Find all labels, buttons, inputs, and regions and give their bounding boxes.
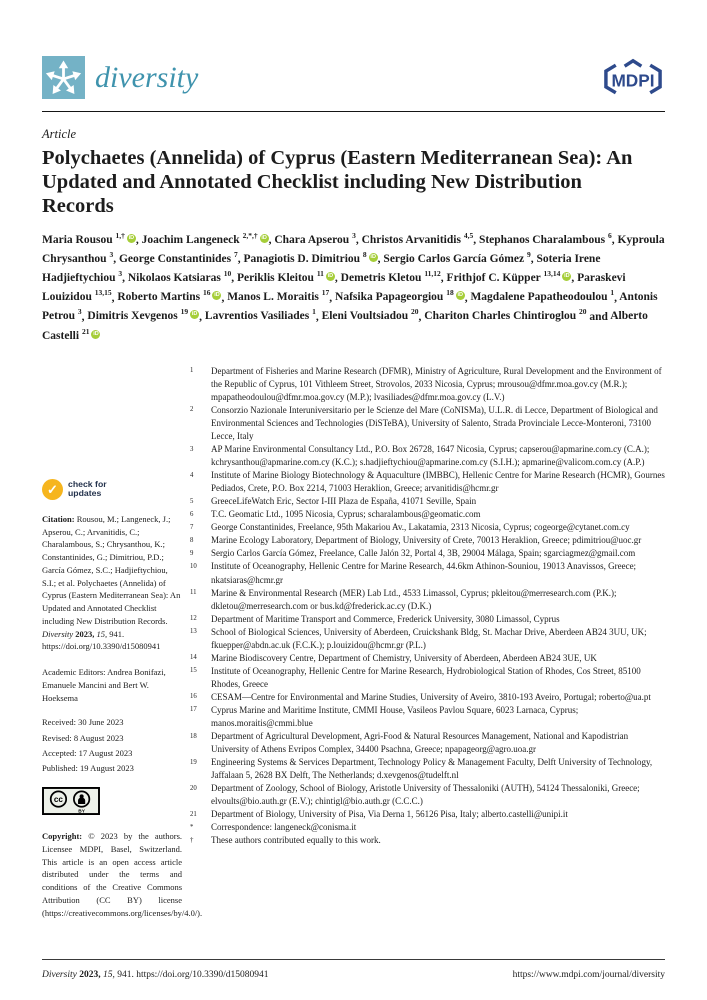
affiliation-text: Department of Zoology, School of Biology, Aristotle University of Thessaloniki (AUTH), 54124 Thessaloniki, Greece; elvoults@bio.auth.gr (E.V.); chintigl@bio.auth.gr (C.C.C.)	[211, 783, 640, 807]
author-name: Soteria Irene Hadjieftychiou $^3$	[42, 253, 601, 285]
affiliation-item	[188, 808, 665, 821]
article-type-label: Article	[42, 127, 77, 141]
check-for-updates-badge[interactable]	[42, 479, 107, 500]
affiliation-item	[188, 782, 665, 808]
orcid-icon[interactable]: iD	[370, 254, 376, 261]
affiliation-text: Department of Agricultural Development, Agri-Food & Natural Resources Management, National and Kapodistrian University of Athens Evripos Complex, 34400 Psachna, Greece; npapageorg@agro.uoa.gr	[211, 731, 629, 755]
affiliation-text: Correspondence: langeneck@conisma.it	[211, 822, 357, 833]
author-name: Kyproula Chrysanthou $^3$	[42, 234, 665, 266]
citation-doi-link[interactable]: https://doi.org/10.3390/d15080941	[42, 641, 161, 652]
footer-citation: Diversity 2023, 15, 941. https://doi.org/10.3390/d15080941	[42, 970, 269, 980]
author-affiliation-superscript: 11,12	[424, 269, 441, 279]
affiliation-marker: 21	[190, 810, 197, 818]
affiliation-text: Institute of Oceanography, Hellenic Centre for Marine Research, Hydrobiological Station of Rhodes, Cos Street, 85100 Rhodes, Greece	[211, 665, 641, 689]
author-name: Alberto Castelli $^{21}$ iD	[42, 310, 648, 342]
author-name: Paraskevi Louizidou $^{13,15}$	[42, 272, 626, 304]
cc-by-license-badge[interactable]	[42, 787, 100, 819]
affiliation-text: Department of Maritime Transport and Commerce, Frederick University, 3080 Limassol, Cyprus	[211, 613, 560, 624]
author-affiliation-superscript: 4,5	[463, 231, 474, 241]
author-name: Panagiotis D. Dimitriou $^8$ iD	[243, 250, 376, 266]
affiliation-item	[188, 821, 665, 834]
academic-editors-names: Andrea Bonifazi, Emanuele Mancini and Bert W. Hoeksema	[42, 667, 166, 703]
orcid-icon[interactable]: iD	[191, 311, 198, 318]
author-affiliation-superscript: 20	[579, 307, 587, 317]
affiliation-item	[188, 730, 665, 756]
affiliation-marker: 13	[190, 628, 197, 636]
footer-divider	[42, 959, 665, 960]
affiliation-text: Consorzio Nazionale Interuniversitario per le Scienze del Mare (CoNISMa), U.L.R. di Lecce, Department of Biological and Environmental Sciences and Technologies (DiSTeBA), University of Salento, Strada Provinciale Lecce-Monteroni, 73100 Lecce, Italy	[211, 404, 658, 441]
citation-pages: 941.	[109, 628, 125, 639]
affiliation-item	[188, 756, 665, 782]
author-affiliation-superscript: 6	[608, 231, 612, 241]
author-name: Magdalene Papatheodoulou $^1$	[470, 288, 615, 304]
author-name: Nikolaos Katsiaras $^{10}$	[127, 269, 232, 285]
affiliation-list	[188, 365, 665, 928]
author-affiliation-superscript: 20	[411, 307, 419, 317]
author-name: Joachim Langeneck $^{2,*,\dagger}$ iD	[141, 231, 267, 247]
by-text: BY	[78, 809, 85, 815]
author-affiliation-superscript: 10	[223, 269, 232, 279]
author-name: Eleni Voultsiadou $^{20}$	[321, 307, 419, 323]
affiliation-marker: 16	[190, 693, 197, 701]
author-affiliation-superscript: 17	[321, 288, 330, 298]
orcid-icon[interactable]: iD	[214, 292, 220, 299]
affiliation-marker: †	[190, 836, 194, 844]
academic-editors-block	[42, 666, 182, 704]
affiliation-marker: 11	[190, 589, 197, 597]
affiliation-text: AP Marine Environmental Consultancy Ltd., P.O. Box 26728, 1647 Nicosia, Cyprus; capserou@apmarine.com.cy (C.A.); kchrysanthou@apmarine.com.cy (K.C.); s.hadjieftychiou@apmarine.com.cy (S.I.H.); apmarine@valicom.com.cy (A.P.)	[211, 444, 650, 468]
author-name: Roberto Martins $^{16}$ iD	[117, 288, 220, 304]
diversity-logo-icon	[42, 56, 85, 99]
affiliation-text: Cyprus Marine and Maritime Institute, CMMI House, Vasileos Pavlou Square, 6023 Larnaca, Cyprus; manos.moraitis@cmmi.blue	[211, 704, 579, 729]
author-affiliation-superscript: 21	[81, 326, 90, 336]
affiliation-text: Marine Biodiscovery Centre, Department of Chemistry, University of Aberdeen, Aberdeen AB24 3UE, UK	[211, 652, 597, 663]
affiliation-item	[188, 587, 665, 613]
author-affiliation-superscript: 7	[233, 250, 238, 260]
check-for-updates-label: check for updates	[68, 478, 107, 499]
orcid-icon[interactable]: iD	[128, 235, 135, 242]
author-affiliation-superscript: 1,†	[115, 231, 125, 241]
author-name: Stephanos Charalambous $^6$	[478, 231, 612, 247]
affiliation-item	[188, 521, 665, 534]
affiliation-item	[188, 365, 665, 404]
author-name: Sergio Carlos García Gómez $^9$	[383, 250, 531, 266]
published-date: Published: 19 August 2023	[42, 763, 134, 774]
affiliation-text: Institute of Oceanography, Hellenic Centre for Marine Research, 44.6km Athinon-Souniou, 19013 Anavissos, Greece; nkatsiaras@hcmr.gr	[211, 561, 637, 585]
history-dates	[42, 716, 182, 775]
copyright-block	[42, 830, 203, 919]
orcid-icon[interactable]: iD	[564, 273, 570, 280]
affiliation-text: Marine & Environmental Research (MER) Lab Ltd., 4533 Limassol, Cyprus; pkleitou@merresearch.com (P.K.); dkletou@merresearch.com or bus.kd@frederick.ac.cy (D.K.)	[211, 587, 617, 611]
affiliation-marker: 2	[190, 406, 194, 414]
citation-label: Citation:	[42, 513, 75, 524]
orcid-icon[interactable]: iD	[327, 273, 334, 280]
affiliation-item	[188, 469, 665, 495]
author-affiliation-superscript: 9	[526, 250, 531, 260]
affiliation-marker: 20	[190, 784, 197, 792]
content-columns	[42, 365, 665, 928]
affiliation-marker: 18	[190, 732, 197, 740]
affiliation-marker: 15	[190, 667, 197, 675]
author-affiliation-superscript: 3	[109, 250, 114, 260]
received-date: Received: 30 June 2023	[42, 717, 124, 728]
author-affiliation-superscript: 18	[446, 288, 454, 298]
affiliation-text: George Constantinides, Freelance, 95th Makariou Av., Lakatamia, 2313 Nicosia, Cyprus; cogeorge@cytanet.com.cy	[211, 522, 630, 533]
affiliation-item	[188, 560, 665, 586]
footer-journal-url[interactable]: https://www.mdpi.com/journal/diversity	[512, 970, 665, 980]
affiliation-marker: 1	[190, 367, 194, 375]
page-header	[42, 56, 665, 104]
citation-year: 2023,	[75, 628, 95, 639]
author-name: Antonis Petrou $^3$	[42, 291, 658, 323]
mdpi-logo[interactable]	[601, 58, 665, 104]
citation-text: Rousou, M.; Langeneck, J.; Apserou, C.; Arvanitidis, C.; Charalambous, S.; Chrysanthou, K.; Constantinides, G.; Dimitriou, P.D.; García Gómez, S.C.; Hadjieftychiou, S.I.; et al. Polychaetes (Annelida) of Cyprus (Eastern Mediterranean Sea): An Updated and Annotated Checklist including New Distribution Records.	[42, 513, 181, 626]
affiliation-item	[188, 665, 665, 691]
affiliation-text: Department of Fisheries and Marine Research (DFMR), Ministry of Agriculture, Rural Development and the Environment of the Republic of Cyprus, 101 Vithleem Street, Strovolos, 2033 Nicosia, Cyprus; mrousou@dfmr.moa.gov.cy (M.R.); mpapatheodoulou@dfmr.moa.gov.cy (M.P.); lvasiliades@dfmr.moa.gov.cy (L.V.)	[211, 365, 662, 402]
author-name: Periklis Kleitou $^{11}$ iD	[236, 269, 334, 285]
revised-date: Revised: 8 August 2023	[42, 732, 124, 743]
affiliation-marker: 6	[190, 510, 194, 518]
affiliation-item	[188, 613, 665, 626]
author-affiliation-superscript: 3	[77, 307, 82, 317]
author-affiliation-superscript: 8	[362, 250, 367, 260]
arrow-star-icon	[42, 56, 85, 99]
author-name: Manos L. Moraitis $^{17}$	[227, 288, 330, 304]
author-affiliation-superscript: 1	[610, 288, 615, 298]
affiliation-marker: 7	[190, 523, 194, 531]
author-name: George Constantinides $^7$	[118, 250, 238, 266]
affiliation-item	[188, 691, 665, 704]
affiliation-item	[188, 834, 665, 847]
author-name: Chariton Charles Chintiroglou $^{20}$	[424, 307, 587, 323]
citation-volume: 15,	[96, 628, 108, 639]
page-footer	[42, 959, 665, 980]
affiliation-item	[188, 626, 665, 652]
author-name: Maria Rousou $^{1,\dagger}$ iD	[42, 231, 135, 247]
affiliation-marker: 14	[190, 654, 197, 662]
affiliation-item	[188, 508, 665, 521]
affiliation-text: Marine Ecology Laboratory, Department of Biology, University of Crete, 70013 Heraklion, Greece; pdimitriou@uoc.gr	[211, 535, 642, 546]
affiliation-marker: *	[190, 823, 194, 831]
affiliation-text: T.C. Geomatic Ltd., 1095 Nicosia, Cyprus; scharalambous@geomatic.com	[211, 509, 481, 520]
author-affiliation-superscript: 11	[316, 269, 324, 279]
author-affiliation-superscript: 13,14	[543, 269, 561, 279]
citation-block	[42, 513, 182, 653]
affiliation-item	[188, 495, 665, 508]
affiliation-text: School of Biological Sciences, University of Aberdeen, Cruickshank Bldg, St. Machar Drive, Aberdeen AB24 3UU, UK; fkuepper@abdn.ac.uk (F.C.K.); p.louizidou@hcmr.gr (P.L.)	[211, 626, 647, 650]
affiliation-text: Sergio Carlos García Gómez, Freelance, Calle Jalón 32, Portal 4, 3B, 29004 Málaga, Spain; sgarciagmez@gmail.com	[211, 548, 636, 559]
copyright-label: Copyright:	[42, 831, 83, 842]
affiliation-text: CESAM—Centre for Environmental and Marine Studies, University of Aveiro, 3810-193 Aveiro, Portugal; roberto@ua.pt	[211, 691, 651, 702]
affiliation-text: Department of Biology, University of Pisa, Via Derna 1, 56126 Pisa, Italy; alberto.castelli@unipi.it	[211, 809, 568, 820]
affiliation-marker: 19	[190, 758, 197, 766]
orcid-icon[interactable]: iD	[261, 235, 267, 242]
check-icon: ✓	[42, 479, 63, 500]
accepted-date: Accepted: 17 August 2023	[42, 747, 133, 758]
affiliation-marker: 10	[190, 562, 197, 570]
author-name: Frithjof C. Küpper $^{13,14}$ iD	[446, 269, 570, 285]
affiliation-marker: 3	[190, 445, 194, 453]
author-affiliation-superscript: 19	[180, 307, 189, 317]
mdpi-logo-text: MDPI	[611, 70, 655, 91]
affiliation-item	[188, 443, 665, 469]
author-name: Chara Apserou $^3$	[274, 231, 356, 247]
orcid-icon[interactable]: iD	[457, 292, 463, 299]
affiliation-item	[188, 547, 665, 560]
author-affiliation-superscript: 1	[312, 307, 316, 317]
author-list: Maria Rousou $^{1,\dagger}$ iD , Joachim Langeneck $^{2,*,\dagger}$ iD , Chara Apserou $^3$, Christos Arvanitidis $^{4,5}$, Stephanos Charalambous $^6$, Kyproula Chrysanthou $^3$, George Constantinides $^7$, Panagiotis D. Dimitriou $^8$ iD , Sergio Carlos García Gómez $^9$, Soteria Irene Hadjieftychiou $^3$, Nikolaos Katsiaras $^{10}$, Periklis Kleitou $^{11}$ iD , Demetris Kletou $^{11,12}$, Frithjof C. Küpper $^{13,14}$ iD , Paraskevi Louizidou $^{13,15}$, Roberto Martins $^{16}$ iD , Manos L. Moraitis $^{17}$, Nafsika Papageorgiou $^{18}$ iD , Magdalene Papatheodoulou $^1$, Antonis Petrou $^3$, Dimitris Xevgenos $^{19}$ iD , Lavrentios Vasiliades $^1$, Eleni Voultsiadou $^{20}$, Chariton Charles Chintiroglou $^{20}$ and Alberto Castelli $^{21}$ iD	[42, 231, 665, 342]
author-name: Lavrentios Vasiliades $^1$	[204, 307, 316, 323]
journal-logo	[42, 56, 198, 99]
article-title: Polychaetes (Annelida) of Cyprus (Eastern Mediterranean Sea): An Updated and Annotated Checklist including New Distribution Records	[42, 147, 633, 217]
academic-editors-label: Academic Editors:	[42, 667, 106, 678]
affiliation-text: GreeceLifeWatch Eric, Sector I-III Plaza de España, 41071 Seville, Spain	[211, 496, 477, 507]
copyright-text: © 2023 by the authors. Licensee MDPI, Basel, Switzerland. This article is an open access article distributed under the terms and conditions of the Creative Commons Attribution (CC BY) license (https://creativecommons.org/licenses/by/4.0/).	[42, 831, 203, 918]
author-name: Christos Arvanitidis $^{4,5}$	[361, 231, 474, 247]
affiliation-marker: 17	[190, 706, 197, 714]
author-affiliation-superscript: 3	[352, 231, 356, 241]
affiliation-marker: 12	[190, 615, 197, 623]
author-affiliation-superscript: 3	[118, 269, 123, 279]
journal-name: diversity	[95, 60, 199, 94]
author-affiliation-superscript: 2,*,†	[242, 231, 258, 241]
affiliation-text: These authors contributed equally to this work.	[211, 835, 381, 846]
affiliation-marker: 8	[190, 536, 194, 544]
affiliation-item	[188, 534, 665, 547]
affiliation-marker: 9	[190, 549, 194, 557]
affiliation-marker: 4	[190, 471, 194, 479]
affiliation-text: Engineering Systems & Services Department, Technology Policy & Management Faculty, Delft University of Technology, Jaffalaan 5, 2628 BX Delft, The Netherlands; d.xevgenos@tudelft.nl	[211, 757, 653, 781]
affiliation-text: Institute of Marine Biology Biotechnology & Aquaculture (IMBBC), Hellenic Centre for Marine Research (HCMR), Gournes Pediados, Crete, P.O. Box 2214, 71003 Heraklion, Greece; arvanitidis@hcmr.gr	[211, 470, 665, 494]
author-name: Dimitris Xevgenos $^{19}$ iD	[87, 307, 198, 323]
affiliation-item	[188, 404, 665, 443]
footer-doi-link[interactable]: 941. https://doi.org/10.3390/d15080941	[117, 970, 269, 980]
affiliation-item	[188, 652, 665, 665]
author-name: Demetris Kletou $^{11,12}$	[340, 269, 441, 285]
author-affiliation-superscript: 13,15	[94, 288, 112, 298]
citation-journal: Diversity	[42, 628, 74, 639]
affiliation-marker: 5	[190, 497, 194, 505]
header-divider	[42, 111, 665, 112]
affiliation-item	[188, 704, 665, 730]
author-affiliation-superscript: 16	[202, 288, 211, 298]
cc-text: cc	[53, 795, 64, 805]
orcid-icon[interactable]: iD	[93, 330, 99, 337]
author-name: Nafsika Papageorgiou $^{18}$ iD	[335, 288, 463, 304]
